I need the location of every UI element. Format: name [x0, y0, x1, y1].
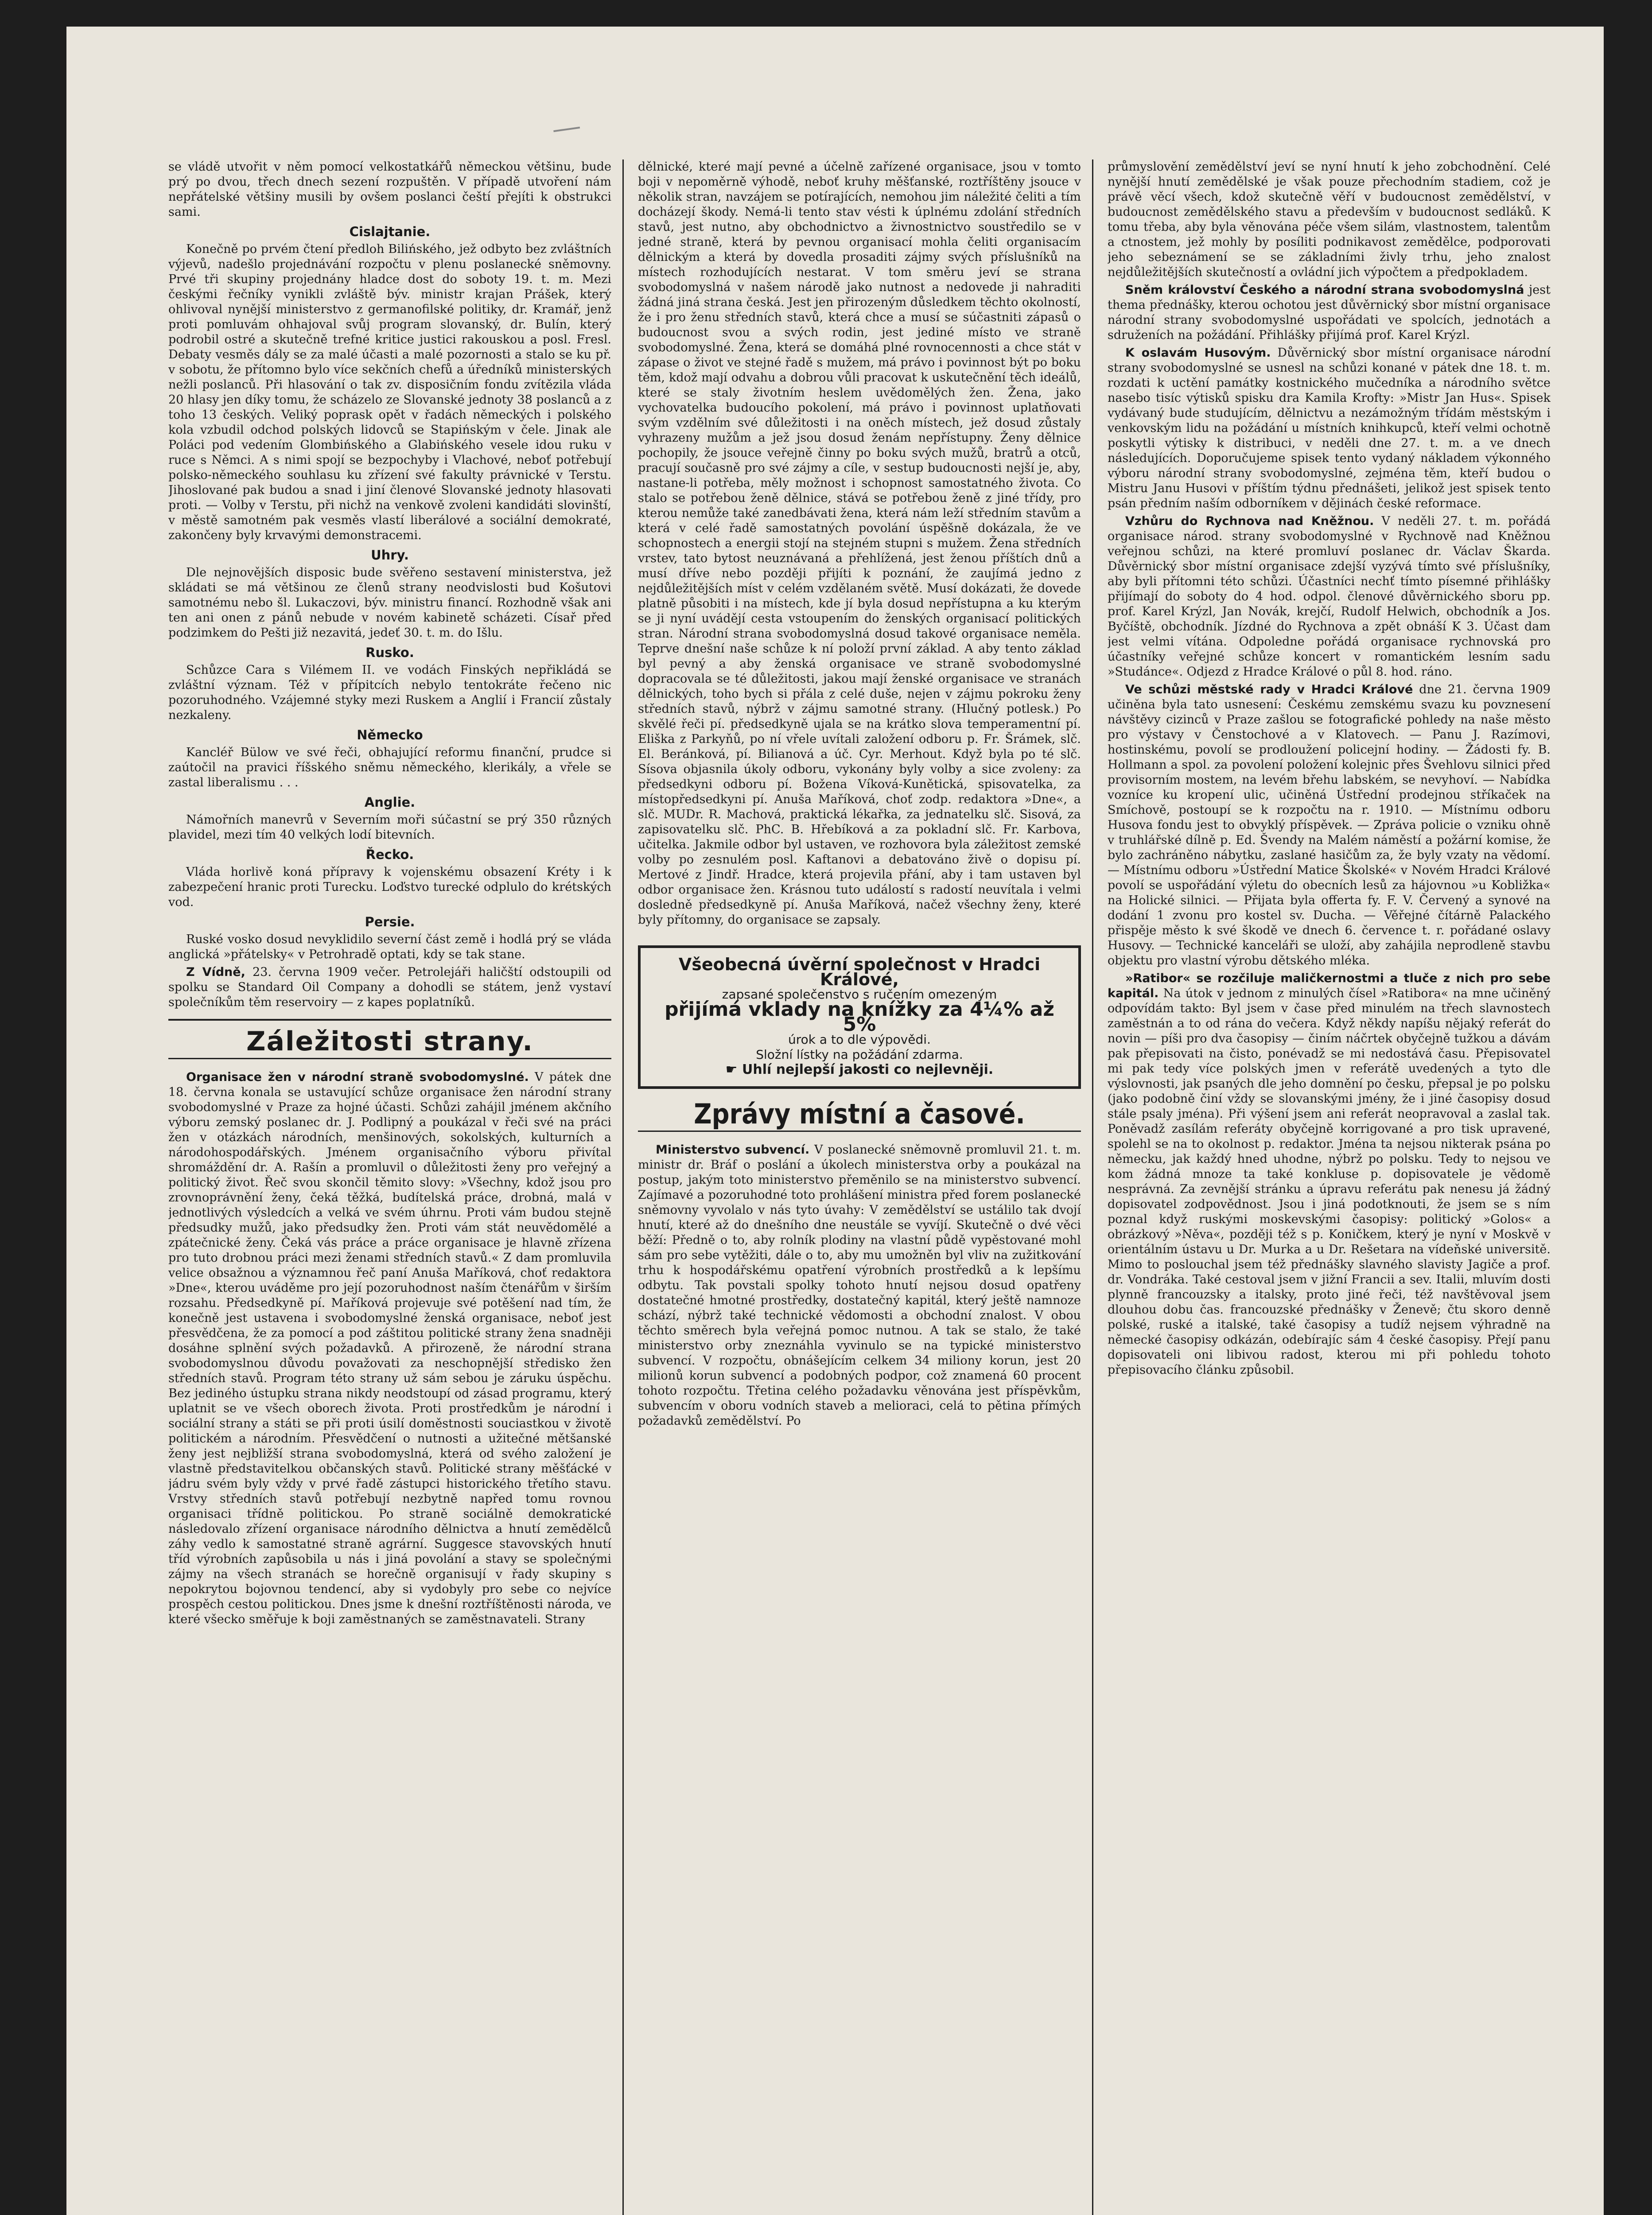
section-rule	[168, 1058, 611, 1059]
paragraph-lead: Ministerstvo subvencí.	[656, 1143, 810, 1157]
paragraph-lead: K oslavám Husovým.	[1125, 346, 1271, 360]
paragraph	[168, 1070, 611, 1627]
paragraph-body: jest thema přednášky, kterou ochotou jest důvěrnický sbor místní organisace národní strany svobodomyslné uspořádati ve spolcích, jednotách a sdruženích na požádání. Přihlášky přijímá prof. Karel Krýzl.	[1108, 283, 1551, 342]
paragraph-body: dne 21. června 1909 učiněna byla tato usnesení: Českému zemskému svazu ku povznesení návštěvy cizinců v Praze zašlou se fotografické pohledy na naše město pro výstavy v Čenstochové a v Klatovech. — Panu J. Razímovi, hostinskému, povolí se prodloužení policejní hodiny. — Žádosti fy. B. Hollmann a spol. za povolení položení kolejnic přes Švehlovu silnici před provisorním mostem, na levém břehu labském, se nevyhoví. — Nabídka vozníce ku kropení ulic, učiněná Ústřední prodejnou stříkaček na Smíchově, postoupí se k rozpočtu na r. 1910. — Místnímu odboru Husova fondu jest to obvyklý příspěvek. — Zpráva policie o vzniku ohně v truhlářské dílně p. Ed. Švendy na Malém náměstí a požární komise, že bylo zachráněno nábytku, zaslané hasičům za, že byly vzaty na vědomí. — Místnímu odboru »Ústřední Matice Školské« v Novém Hradci Králové povolí se uspořádání výletu do obecních lesů za hájovnou »u Kobližka« na Holické silnici. — Přijata byla offerta fy. F. V. Červený a synové na dodání 1 zvonu pro kostel sv. Ducha. — Věřejné čítárně Palackého přispěje město k své škodě ve dnech 6. července t. r. pořádané oslavy Husovy. — Technické kanceláři se uloží, aby zahájila neprodleně stavbu objektu pro vlastní výrobu dětského mléka.	[1108, 683, 1551, 968]
paragraph	[168, 965, 611, 1010]
column-rule	[1092, 159, 1093, 2215]
paragraph-body: 23. června 1909 večer. Petrolejáři haličští odstoupili od spolku se Standard Oil Company a dohodli se státem, jenž vystaví společníkům těm reservoiry — z kapes poplatníků.	[168, 965, 611, 1009]
ad-rate: přijímá vklady na knížky za 4¼% až 5%	[665, 998, 1054, 1036]
section-title: Zprávy místní a časové.	[694, 1098, 1025, 1130]
ad-subtitle: zapsané společenstvo s ručením omezeným	[722, 987, 997, 1002]
paragraph	[638, 1142, 1081, 1429]
ad-terms: úrok a to dle výpovědi.	[788, 1032, 931, 1047]
bank-advertisement	[638, 945, 1081, 1089]
paragraph: Dle nejnovějších disposic bude svěřeno sestavení ministerstva, jež skládati se má většinou ze členů strany neodvislosti bud Košutovi samotnému nebo šl. Lukaczovi, býv. ministru financí. Rozhodně však ani ten ani onen z pánů nebude v novém kabinetě scházeti. Císař před podzimkem do Pešti již nezavitá, jedeť 30. t. m. do Išlu.	[168, 566, 611, 640]
subheading: Řecko.	[365, 847, 414, 862]
subheading: Uhry.	[371, 548, 409, 563]
ad-note: Složní lístky na požádání zdarma.	[756, 1047, 963, 1062]
paragraph-lead: Sněm království Českého a národní strana svobodomyslná	[1125, 283, 1524, 297]
section-rule	[638, 1131, 1081, 1132]
subheading: Německo	[357, 727, 423, 742]
page-mark	[553, 127, 581, 137]
subheading: Anglie.	[364, 795, 416, 810]
paragraph-lead: Vzhůru do Rychnova nad Kněžnou.	[1125, 514, 1374, 528]
column-3	[1108, 159, 1551, 2215]
ad-coal: ☛ Uhlí nejlepší jakosti co nejlevněji.	[725, 1062, 994, 1077]
section-rule	[168, 1019, 611, 1021]
subheading: Persie.	[365, 914, 415, 929]
paragraph	[1108, 514, 1551, 680]
ad-title: Všeobecná úvěrní společnost v Hradci Králové,	[678, 955, 1041, 989]
paragraph-body: Na útok v jednom z minulých čísel »Ratibora« na mne učiněný odpovídám takto: Byl jsem v čase před minulém na třech slavnostech zaměstnán a to od rána do večera. Když někdy napíšu nějaký referát do novin — píši pro dva časopisy — činím náčrtek obyčejně tužkou a dávám pak přepisovati na čisto, ponévadž se mi nedostává času. Přepisovatel mi pak tedy více polských jmen v referátě uvedených a tyto dle výslovnosti, jak psaných dle jeho domnění po česku, přepsal je po polsku (jako podobně činí vždy se slovanskými jmény, že i jiné časopisy dosud stále psaly jména). Při výšení jsem ani referát neopravoval a zaslal tak. Poněvadž zasílám referáty obyčejně korrigované a pro tisk upravené, spolehl se na to okolnost p. redaktor. Jména ta nejsou nikterak psána po německu, jak každý hned uhodne, nýbrž po polsku. Tedy to nejsou ve kom žádná mnoze ta také konkluse p. dopisovatele je vědomě nesprávná. Za zevnější stránku a úpravu referátu pak nenesu já žádný dopisovatel zodpovědnost. Jsou i jiná podotknouti, že jsem se s ním poznal když ruskými moskevskými časopisy: politický »Golos« a obrázkový »Něva«, později též s p. Koničkem, který je nyní v Moskvě v orientálním ústavu u Dr. Murka a u Dr. Rešetara na vídeňské universitě. Mimo to poslouchal jsem též přednášky slavného slavisty Jagiče a prof. dr. Vondráka. Také cestoval jsem v jižní Francii a sev. Italii, mluvím dosti plynně francouzsky a italsky, proto jiné řeči, též navštěvoval jsem dlouhou dobu čas. francouzské přednášky v Ženevě; čtu skoro denně polské, ruské a italské, také časopisy a tudíž nejsem výhradně na německé časopisy odkázán, odebírajíc sám 4 české časopisy. Přejí panu dopisovateli oni libivou radost, kterou mi při pohledu tohoto přepisovacího článku způsobil.	[1108, 987, 1551, 1377]
paragraph	[1108, 346, 1551, 511]
paragraph: Konečně po prvém čtení předloh Bilińského, jež odbyto bez zvláštních výjevů, nadešlo projednávání rozpočtu v plenu poslanecké sněmovny. Prvé tři skupiny projednány hladce dost do soboty 19. t. m. Mezi českými řečníky vynikli zvláště býv. ministr krajan Prášek, který ohlivoval nynější ministerstvo z germanofilské politiky, dr. Kramář, jenž proti pomluvám ohhajoval svůj program slovanský, dr. Bulín, který podrobil ostré a skutečně trefné kritice justici rakouskou a posl. Fresl. Debaty vesměs dály se za malé účasti a malé pozornosti a stalo se ku př. v sobotu, že přítomno bylo více sekčních chefů a úředníků ministerských nežli poslanců. Při hlasování o tak zv. disposičním fondu zvítězila vláda 20 hlasy jen díky tomu, že scházelo ze Slovanské jednoty 38 poslanců a z toho 13 českých. Veliký poprask opět v řadách německých i polského kola vzbudil odchod polských lidovců se Stapińským v čele. Jinak ale Poláci pod vedením Glombińského a Glabińského vesele idou ruku v ruce s Němci. A s nimi spojí se bezpochyby i Vlachové, neboť potřebují polsko-německého souhlasu ku zřízení své fakulty právnické v Terstu. Jihoslované pak budou a snad i jiní členové Slovanské jednoty hlasovati proti. — Volby v Terstu, při nichž na venkově zvoleni kandidáti slovinští, v městě samotném pak vesměs vlastí liberálové a sociální demokraté, zakončeny byly krvavými demonstracemi.	[168, 242, 611, 542]
column-rule	[622, 159, 624, 2215]
subheading: Rusko.	[365, 645, 414, 660]
paragraph-lead: »Ratibor« se rozčiluje maličkernostmi a tluče z nich pro sebe kapitál.	[1108, 971, 1551, 1000]
paragraph: Kancléř Bülow ve své řeči, obhajující reformu finanční, prudce si zaútočil na pravici říšského sněmu německého, klerikály, a vřele se zastal liberalismu . . .	[168, 746, 611, 789]
paragraph: se vládě utvořit v něm pomocí velkostatkářů německou většinu, bude prý po dvou, třech dnech sezení rozpuštěn. V případě utvoření nám nepřátelské většiny musili by ovšem poslanci čeští přejíti k obstrukci sami.	[168, 160, 611, 219]
paragraph	[1108, 682, 1551, 968]
subheading: Cislajtanie.	[349, 224, 431, 239]
newspaper-page	[66, 27, 1604, 2215]
paragraph-body: V neděli 27. t. m. pořádá organisace národ. strany svobodomyslné v Rychnově nad Kněžnou veřejnou schůzi, na které promluví poslanec dr. Václav Škarda. Důvěrnický sbor místní organisace zdejší vyzývá tímto své příslušníky, aby byli přítomni této schůzi. Účastníci nechť tímto písemné přihlášky přijímají do soboty do 4 hod. odpol. členové důvěrnického sboru pp. prof. Karel Krýzl, Jan Novák, krejčí, Rudolf Helwich, obchodník a Jos. Byčíště, obchodník. Jízdné do Rychnova a zpět obnáší K 3. Účast dam jest velmi vítána. Odpoledne pořádá organisace rychnovská pro účastníky veřejné schůze koncert v romantickém lesním sadu »Studánce«. Odjezd z Hradce Králové o půl 8. hod. ráno.	[1108, 514, 1551, 679]
paragraph-lead: Ve schůzi městské rady v Hradci Králové	[1125, 683, 1413, 696]
paragraph-lead: Organisace žen v národní straně svobodomyslné.	[186, 1070, 529, 1084]
paragraph	[1108, 283, 1551, 343]
paragraph: průmyslovění zemědělství jeví se nyní hnutí k jeho zobchodnění. Celé nynější hnutí zemědělské je však pouze přechodním stadiem, což je právě věcí všech, kdož skutečně věří v budoucnost zemědělství, v budoucnost zemědělského stavu a především v budoucnost sedláků. K tomu třeba, aby byla věnována péče všem silám, vlastnostem, talentům a ctnostem, jež mohly by posíliti podnikavost zemědělce, podporovati jeho sebeznámení se se základními živly trhu, jeho znalost nejdůležitějších skutečností a ovládní jich výpočtem a předpokladem.	[1108, 160, 1551, 279]
paragraph-body: V poslanecké sněmovně promluvil 21. t. m. ministr dr. Bráf o poslání a úkolech ministerstva orby a poukázal na postup, jakým toto ministerstvo přeměnilo se na ministerstvo subvencí. Zajímavé a pozoruhodné toto prohlášení ministra před forem poslanecké sněmovny vyvolalo v nás tyto úvahy: V zemědělství se ustálilo tak dvojí hnutí, které až do dnešního dne neustále se vyvíjí. Skutečně o dvé věci běží: Předně o to, aby rolník plodiny na vlastní půdě vypěstované mohl sám pro sebe vytěžiti, dále o to, aby mu umožněn byl vliv na zužitkování trhu k hospodářskému opatření výrobních prostředků a k lepšímu odbytu. Tak povstali spolky tohoto hnutí nejsou dosud opatřeny dostatečné hmotné prostředky, dostatečný kapitál, který ještě namnoze schází, nýbrž také technické vědomosti a obchodní znalost. V obou těchto směrech byla veřejná pomoc nutnou. A tak se stalo, že také ministerstvo orby zneznáhla vyvinulo se na typické ministerstvo subvencí. V rozpočtu, obnášejícím celkem 34 miliony korun, jest 20 milionů korun subvencí a podobných podpor, což znamená 60 procent tohoto rozpočtu. Třetina celého požadavku věnována jest příspěvkům, subvencím v oboru vodních staveb a melioraci, celá to pětina přímých požadavků zemědělství. Po	[638, 1143, 1081, 1428]
paragraph: Schůzce Cara s Vilémem II. ve vodách Finských nepřikládá se zvláštní význam. Též v přípitcích nebylo tentokráte řečeno nic pozoruhodného. Vzájemné styky mezi Ruskem a Anglií i Francií zůstaly nezkaleny.	[168, 663, 611, 722]
section-title: Záležitosti strany.	[246, 1026, 534, 1057]
paragraph	[1108, 971, 1551, 1378]
paragraph: Ruské vosko dosud nevyklidilo severní část země i hodlá prý se vláda anglická »přátelsky« v Petrohradě optati, kdy se tak stane.	[168, 933, 611, 961]
paragraph: Námořních manevrů v Severním moři súčastní se prý 350 různých plavidel, mezi tím 40 velkých lodí bitevních.	[168, 813, 611, 842]
paragraph: Vláda horlivě koná přípravy k vojenskému obsazení Kréty i k zabezpečení hranic proti Turecku. Loďstvo turecké odplulo do krétských vod.	[168, 865, 611, 909]
paragraph-body: Důvěrnický sbor místní organisace národní strany svobodomyslné se usnesl na schůzi konané v pátek dne 18. t. m. rozdati k uctění památky kostnického mučedníka a národního světce nasebo tisíc výtisků spisku dra Kamila Krofty: »Mistr Jan Hus«. Spisek vydávaný bude studujícím, dělnictvu a nezámožným třídám městským i venkovským lidu na požádání u místních knihkupců, kteří velmi ochotně poskytli výtisky k distribuci, v neděli dne 27. t. m. a ve dnech následujících. Doporučujeme spisek tento vydaný nákladem výkonného výboru národní strany svobodomyslné, zejména těm, kteří budou o Mistru Janu Husovi v příštím týdnu přednášeti, jelikož jest spisek tento psán předním naším odborníkem v dějinách české reformace.	[1108, 346, 1551, 510]
paragraph-body: V pátek dne 18. června konala se ustavující schůze organisace žen národní strany svobodomyslné v Praze za hojné účasti. Schůzi zahájil jménem akčního výboru zemský poslanec dr. J. Podlipný a poukázal v řeči své na práci žen v otázkách národních, menšinových, sokolských, kulturních a národohospodářských. Jménem organisačního výboru přivítal shromáždění dr. A. Rašín a promluvil o důležitosti ženy pro veřejný a politický život. Řeč svou skončil těmito slovy: »Všechny, kdož jsou pro zrovnoprávnění ženy, čeká těžká, budítelská práce, drobná, malá v jednotlivých výsledcích a velká ve svém úhrnu. Proti vám budou stejně předsudky mužů, jako předsudky žen. Proti vám stát neuvědomělé a zpátečnické ženy. Čeká vás práce a práce organisace je hlavně zřízena pro tuto drobnou práci mezi ženami středních stavů.« Z dam promluvila velice obsažnou a významnou řeč paní Anuša Maříková, choť redaktora »Dne«, kterou uváděme pro její pozoruhodnost naším čtenářům v širším rozsahu. Předsedkyně pí. Maříková projevuje své potěšení nad tím, že konečně jest ustavena i svobodomyslné ženská organisace, neboť jest přesvědčena, že za pomocí a pod záštitou politické strany žena snadněji dosáhne splnění svých požadavků. A přirozeně, že národní strana svobodomyslnou důvodu považovati za neschopnější středisko žen středních stavů. Program této strany už sám sebou je záruku úspěchu. Bez jediného ústupku strana nikdy neodstoupí od zásad programu, který uplatnit se ve všech oborech života. Proti prostředkům je národní i sociální strany a státi se při proti úsilí doměstnosti souciastkou v životě politickém a národním. Přesvědčení o nutnosti a užitečné mětšanské ženy jest nejbližší strana svobodomyslná, která od svého založení je vlastně představitelkou občanských stavů. Politické strany měšťácké v jádru svém byly vždy v prvé řadě zástupci historického třetího stavu. Vrstvy středních stavů potřebují nezbytně napřed tomu rovnou organisaci třídně politickou. Po straně sociálně demokratické následovalo zřízení organisace národního dělnictva a hnutí zemědělců záhy vedlo k samostatné straně agrární. Suggesce stavovských hnutí tříd výrobních zapůsobila u nás i jiná povolání a stavy se společnými zájmy na všech stranách se horečně organisují v řady skupiny s nepokrytou bojovnou tendencí, aby si vydobyly pro sebe co nejvíce prospěch cestou politickou. Dnes jsme k dnešní roztříštěnosti národa, ve které všecko směřuje k boji zaměstnaných se zaměstnavateli. Strany	[168, 1070, 611, 1626]
paragraph: dělnické, které mají pevné a účelně zařízené organisace, jsou v tomto boji v nepoměrně výhodě, neboť kruhy měšťanské, roztříštěny jsouce v několik stran, navzájem se potírajících, nemohou jim náležité čeliti a tím docházejí škody. Nemá-li tento stav vésti k úplnému zdolání středních stavů, jest nutno, aby obchodnictvo a živnostnictvo soustředilo se v jedné straně, která by pevnou organisací mohla čeliti organisacím dělnickým a která by dovedla prosaditi zájmy svých příslušníků na místech rozhodujících nestarat. V tom směru jeví se strana svobodomyslná v našem národě jako nutnost a nedovede ji nahraditi žádná jiná strana česká. Jest jen přirozeným důsledkem těchto okolností, že i pro ženu středních stavů, která chce a musí se súčastniti zápasů o budoucnost svou a svých rodin, jest jediné místo ve straně svobodomyslné. Žena, která se domáhá plné rovnocennosti a chce stát v zápase o život ve stejné řadě s mužem, má právo i povinnost být po boku těm, kdož mají odvahu a dobrou vůli pracovat k uskutečnění těch ideálů, které se staly životním heslem uvědomělých žen. Žena, jako vychovatelka budoucího pokolení, má právo i povinnost uplatňovati svým vzdělním své důležitosti i na oněch místech, jež dosud zůstaly vyhrazeny mužům a jež jsou dosud ženám nepřístupny. Ženy dělnice pochopily, že jsouce veřejně činny po boku svých mužů, bratrů a otců, pracují současně pro své zájmy a cíle, v sestup budoucnosti nejší je, aby, nastane-li potřeba, měly možnost i schopnost samostatného života. Co stalo se potřebou ženě dělnice, stává se potřebou ženě z jiné třídy, pro kterou nemůže také zanedbávati žena, která nám leží středním stavům a která v celé řadě samostatných povolání úspěšně dokázala, že ve schopnostech a energii stojí na stejném stupni s mužem. Žena středních vrstev, tato bytost neuznávaná a přehlížená, jest ženou příštích dnů a musí dříve nebo později přijíti k poznání, že zaujímá jedno z nejdůležitějších míst v celém vzdělaném světě. Musí dokázati, že dovede platně působiti i na místech, kde jí byla dosud nepřístupna a ku kterým se ji nyní uvádějí cesta vstoupením do ženských organisací politických stran. Národní strana svobodomyslná dosud takové organisace neměla. Teprve dnešní naše schůze k ní položí první základ. A aby tento základ byl pevný a aby ženská organisace ve straně svobodomyslné dopracovala se té důležitosti, jakou mají ženské organisace ve stranách dělnických, toho bych si přála z celé duše, nejen v zájmu pokroku ženy středních stavů, nýbrž v zájmu samotné strany. (Hlučný potlesk.) Po skvělé řeči pí. předsedkyně ujala se na krátko slova temperamentní pí. Eliška z Parkyňů, po ní vřele uvítali založení odboru p. Fr. Šrámek, slč. El. Beránková, pí. Bilianová a úč. Cyr. Merhout. Když byla po té slč. Sísova objasnila úkoly odboru, vykonány byly volby a sice zvoleny: za předsedkyni odboru pí. Božena Víková-Kunětická, spisovatelka, za místopředsedkyni pí. Anuša Maříková, choť zodp. redaktora »Dne«, a slč. MUDr. R. Machová, praktická lékařka, za jednatelku slč. Sisová, za zapisovatelku slč. PhC. B. Hřebíková a za pokladní slč. Fr. Karbova, učitelka. Jakmile odbor byl ustaven, ve rozhovora byla záležitost zemské volby po zesnulém posl. Kaftanovi a debatováno živě o dopisu pí. Mertové z Jindř. Hradce, která projevila přání, aby i tam ustaven byl odbor organisace žen. Krásnou tuto událostí s radostí neuvítala i velmi dosledně předsedkyně pí. Anuša Maříková, načež všechny ženy, které byly přítomny, do organisace se zapsaly.	[638, 160, 1081, 927]
paragraph-lead: Z Vídně,	[186, 965, 245, 979]
column-1	[168, 159, 611, 2215]
column-2	[638, 159, 1081, 2215]
